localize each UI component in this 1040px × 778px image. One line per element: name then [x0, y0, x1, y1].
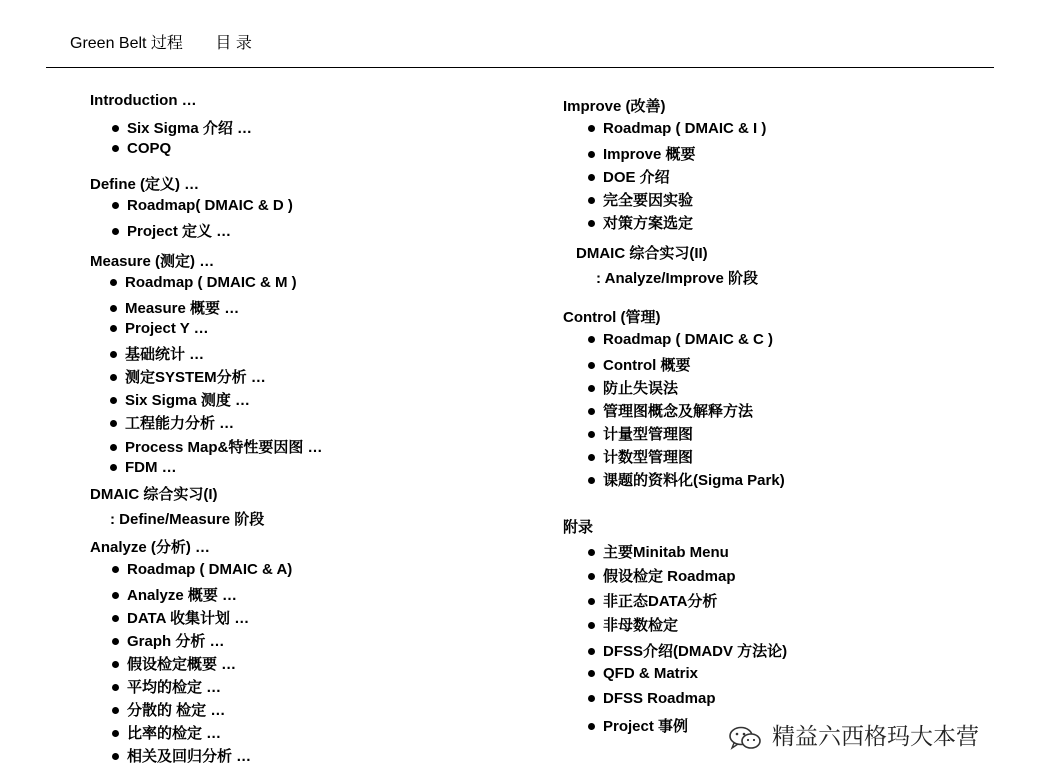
bullet-icon — [110, 464, 117, 471]
toc-heading: 目 录 — [215, 35, 252, 52]
bullet-icon — [112, 592, 119, 599]
list-item: 完全要因实验 — [588, 189, 693, 210]
bullet-icon — [110, 444, 117, 451]
header — [70, 30, 252, 53]
section-analyze: Analyze (分析) … — [90, 539, 211, 556]
list-item: Roadmap ( DMAIC & A) — [112, 561, 292, 578]
list-item: DOE 介绍 — [588, 166, 670, 187]
list-item: 非母数检定 — [588, 614, 678, 635]
bullet-icon — [112, 661, 119, 668]
bullet-icon — [112, 125, 119, 132]
list-item: Roadmap ( DMAIC & I ) — [588, 120, 766, 137]
watermark-text: 精益六西格玛大本营 — [772, 723, 979, 749]
list-item: 假设检定 Roadmap — [588, 565, 736, 586]
wechat-icon — [728, 726, 762, 750]
bullet-icon — [588, 125, 595, 132]
list-item: Improve 概要 — [588, 143, 696, 164]
list-item: Analyze 概要 … — [112, 584, 237, 605]
list-item: QFD & Matrix — [588, 665, 698, 682]
bullet-icon — [588, 695, 595, 702]
bullet-icon — [588, 549, 595, 556]
doc-title: Green Belt 过程 — [70, 35, 183, 52]
section-define: Define (定义) … — [90, 176, 200, 193]
list-item: 防止失误法 — [588, 377, 678, 398]
bullet-icon — [588, 197, 595, 204]
bullet-icon — [110, 374, 117, 381]
list-item: 分散的 检定 … — [112, 699, 225, 720]
bullet-icon — [588, 220, 595, 227]
bullet-icon — [588, 151, 595, 158]
bullet-icon — [110, 279, 117, 286]
section-measure: Measure (测定) … — [90, 253, 215, 270]
bullet-icon — [588, 477, 595, 484]
list-item: 工程能力分析 … — [110, 412, 234, 433]
list-item: 课题的资料化(Sigma Park) — [588, 469, 785, 490]
bullet-icon — [112, 566, 119, 573]
bullet-icon — [588, 431, 595, 438]
list-item: Roadmap( DMAIC & D ) — [112, 197, 293, 214]
bullet-icon — [588, 598, 595, 605]
bullet-icon — [110, 351, 117, 358]
bullet-icon — [112, 730, 119, 737]
list-item: COPQ — [112, 140, 171, 157]
bullet-icon — [588, 336, 595, 343]
list-item: FDM … — [110, 459, 177, 476]
list-item: Project 事例 — [588, 715, 688, 736]
bullet-icon — [588, 385, 595, 392]
list-item: 平均的检定 … — [112, 676, 221, 697]
list-item: Measure 概要 … — [110, 297, 239, 318]
bullet-icon — [588, 573, 595, 580]
section-control: Control (管理) — [563, 309, 661, 326]
list-item: Roadmap ( DMAIC & M ) — [110, 274, 297, 291]
bullet-icon — [112, 145, 119, 152]
list-item: 管理图概念及解释方法 — [588, 400, 753, 421]
bullet-icon — [588, 454, 595, 461]
bullet-icon — [588, 174, 595, 181]
list-item: 假设检定概要 … — [112, 653, 236, 674]
list-item: 非正态DATA分析 — [588, 590, 717, 611]
list-item: 比率的检定 … — [112, 722, 221, 743]
section-introduction: Introduction … — [90, 92, 197, 109]
list-item: 对策方案选定 — [588, 212, 693, 233]
bullet-icon — [112, 684, 119, 691]
bullet-icon — [588, 362, 595, 369]
bullet-icon — [110, 325, 117, 332]
list-item: 计量型管理图 — [588, 423, 693, 444]
list-item: Project 定义 … — [112, 220, 231, 241]
bullet-icon — [110, 420, 117, 427]
bullet-icon — [588, 670, 595, 677]
list-item: Six Sigma 测度 … — [110, 389, 250, 410]
list-item: 测定SYSTEM分析 … — [110, 366, 266, 387]
section-dmaic-1-sub: : Define/Measure 阶段 — [110, 511, 265, 528]
list-item: 主要Minitab Menu — [588, 541, 729, 562]
list-item: DFSS Roadmap — [588, 690, 716, 707]
bullet-icon — [112, 202, 119, 209]
list-item: 计数型管理图 — [588, 446, 693, 467]
section-dmaic-1: DMAIC 综合实习(I) — [90, 486, 218, 503]
list-item: DFSS介绍(DMADV 方法论) — [588, 640, 787, 661]
bullet-icon — [110, 305, 117, 312]
list-item: Control 概要 — [588, 354, 691, 375]
section-improve: Improve (改善) — [563, 98, 666, 115]
bullet-icon — [588, 648, 595, 655]
bullet-icon — [588, 622, 595, 629]
bullet-icon — [112, 638, 119, 645]
list-item: Graph 分析 … — [112, 630, 225, 651]
list-item: Six Sigma 介绍 … — [112, 117, 252, 138]
bullet-icon — [588, 723, 595, 730]
list-item: Process Map&特性要因图 … — [110, 436, 323, 457]
section-appendix: 附录 — [563, 519, 594, 536]
bullet-icon — [112, 228, 119, 235]
bullet-icon — [112, 707, 119, 714]
list-item: 基础统计 … — [110, 343, 204, 364]
list-item: Roadmap ( DMAIC & C ) — [588, 331, 773, 348]
list-item: 相关及回归分析 … — [112, 745, 251, 766]
bullet-icon — [588, 408, 595, 415]
watermark — [728, 718, 979, 751]
section-dmaic-2: DMAIC 综合实习(II) — [576, 245, 708, 262]
bullet-icon — [110, 397, 117, 404]
section-dmaic-2-sub: : Analyze/Improve 阶段 — [596, 270, 758, 287]
header-divider — [46, 67, 994, 68]
bullet-icon — [112, 615, 119, 622]
list-item: Project Y … — [110, 320, 209, 337]
list-item: DATA 收集计划 … — [112, 607, 249, 628]
bullet-icon — [112, 753, 119, 760]
